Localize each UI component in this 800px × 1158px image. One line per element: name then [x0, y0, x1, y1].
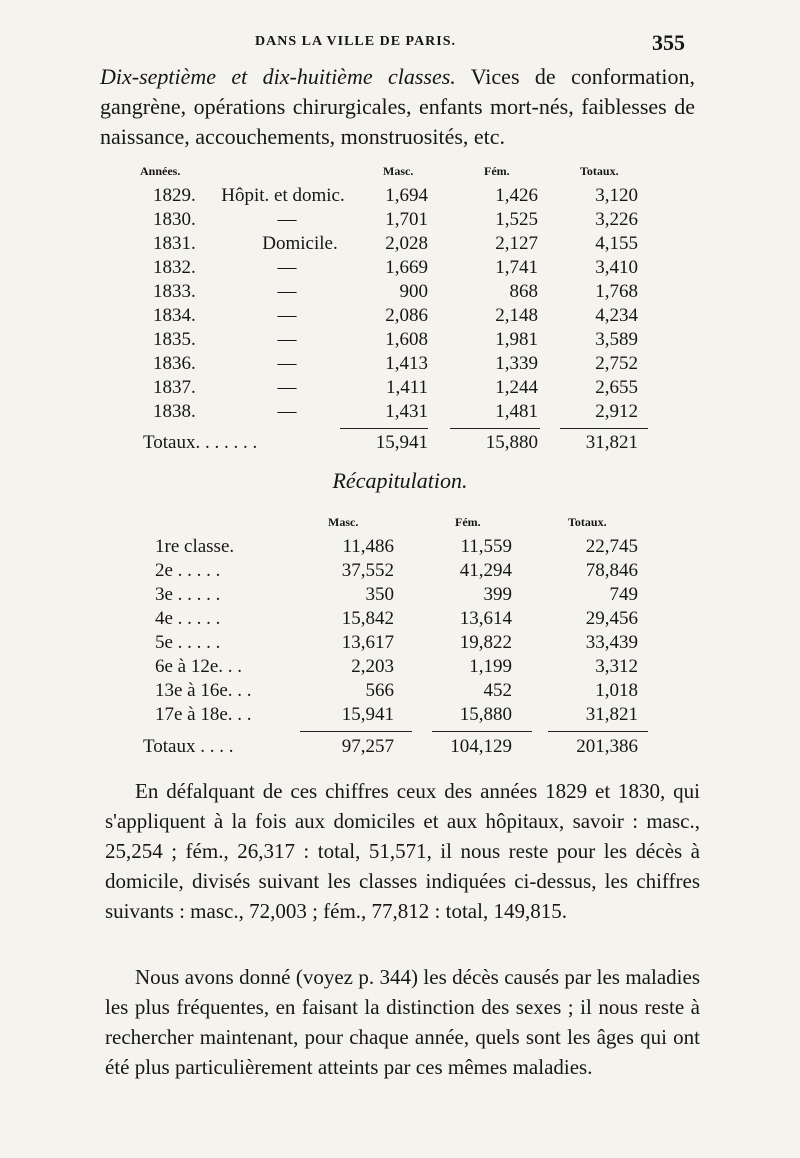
masc-cell: 1,413 — [385, 353, 428, 374]
fem-cell: 19,822 — [459, 632, 512, 653]
year-cell: 1833. — [153, 281, 196, 302]
section-description: Vices de conformation, gangrène, opérations chirurgicales, enfants mort-nés, faiblesses de naissance, accouchements, monstruosités, etc. — [100, 64, 695, 149]
fem-cell: 1,481 — [495, 401, 538, 422]
fem-cell: 1,244 — [495, 377, 538, 398]
total-cell: 29,456 — [585, 608, 638, 629]
recap-totals-masc: 97,257 — [341, 736, 394, 757]
recap-rule-total — [548, 731, 648, 732]
masc-cell: 2,028 — [385, 233, 428, 254]
class-label-cell: 13e à 16e. . . — [155, 680, 252, 701]
fem-cell: 399 — [483, 584, 512, 605]
masc-cell: 15,941 — [341, 704, 394, 725]
paragraph-2: Nous avons donné (voyez p. 344) les décès causés par les maladies les plus fréquentes, en faisant la distinction des sexes ; il nous reste à rechercher maintenant, pour chaque année, quels sont les âges qui ont été plus particulièrement atteints par ces mêmes maladies. — [105, 965, 700, 1079]
totals-label: Totaux. . . . . . . — [143, 432, 258, 453]
recap-header-fem: Fém. — [455, 515, 481, 529]
total-cell: 4,155 — [595, 233, 638, 254]
total-cell: 3,312 — [595, 656, 638, 677]
header-fem: Fém. — [484, 164, 510, 178]
total-cell: 78,846 — [585, 560, 638, 581]
place-cell: — — [277, 209, 297, 230]
total-cell: 33,439 — [585, 632, 638, 653]
header-totals: Totaux. — [580, 164, 619, 178]
fem-cell: 11,559 — [460, 536, 512, 557]
fem-cell: 1,981 — [495, 329, 538, 350]
section-heading: Dix-septième et dix-huitième classes. — [100, 64, 456, 89]
page-number: 355 — [652, 30, 685, 55]
masc-cell: 350 — [365, 584, 394, 605]
class-label-cell: 3e . . . . . — [155, 584, 221, 605]
recap-rule-fem — [432, 731, 532, 732]
fem-cell: 868 — [509, 281, 538, 302]
totals-total: 31,821 — [585, 432, 638, 453]
total-cell: 31,821 — [585, 704, 638, 725]
place-cell: — — [277, 281, 297, 302]
place-cell: — — [277, 401, 297, 422]
fem-cell: 1,525 — [495, 209, 538, 230]
total-cell: 22,745 — [585, 536, 638, 557]
masc-cell: 1,694 — [385, 185, 428, 206]
masc-cell: 15,842 — [341, 608, 394, 629]
total-cell: 2,752 — [595, 353, 638, 374]
recap-totals-fem: 104,129 — [450, 736, 512, 757]
masc-cell: 1,411 — [385, 377, 428, 398]
masc-cell: 566 — [365, 680, 394, 701]
place-cell: Hôpit. et domic. — [221, 185, 345, 206]
total-cell: 1,018 — [595, 680, 638, 701]
masc-cell: 1,669 — [385, 257, 428, 278]
recap-totals-label: Totaux . . . . — [143, 736, 234, 757]
header-years: Années. — [140, 164, 181, 178]
masc-cell: 2,086 — [385, 305, 428, 326]
total-cell: 3,226 — [595, 209, 638, 230]
masc-cell: 37,552 — [341, 560, 394, 581]
total-cell: 2,655 — [595, 377, 638, 398]
masc-cell: 1,608 — [385, 329, 428, 350]
class-label-cell: 6e à 12e. . . — [155, 656, 243, 677]
masc-cell: 2,203 — [351, 656, 394, 677]
place-cell: — — [277, 257, 297, 278]
year-cell: 1831. — [153, 233, 196, 254]
class-label-cell: 17e à 18e. . . — [155, 704, 252, 725]
masc-cell: 1,701 — [385, 209, 428, 230]
masc-cell: 13,617 — [341, 632, 394, 653]
total-cell: 749 — [609, 584, 638, 605]
header-masc: Masc. — [383, 164, 414, 178]
total-cell: 1,768 — [595, 281, 638, 302]
place-cell: — — [277, 329, 297, 350]
place-cell: — — [277, 305, 297, 326]
total-cell: 3,120 — [595, 185, 638, 206]
fem-cell: 452 — [483, 680, 512, 701]
recap-title: Récapitulation. — [332, 468, 468, 493]
recap-totals-total: 201,386 — [576, 736, 638, 757]
fem-cell: 1,199 — [469, 656, 512, 677]
recap-header-masc: Masc. — [328, 515, 359, 529]
year-cell: 1832. — [153, 257, 196, 278]
fem-cell: 2,148 — [495, 305, 538, 326]
running-title: DANS LA VILLE DE PARIS. — [255, 34, 457, 49]
total-cell: 3,589 — [595, 329, 638, 350]
year-cell: 1829. — [153, 185, 196, 206]
fem-cell: 1,426 — [495, 185, 538, 206]
total-cell: 4,234 — [595, 305, 638, 326]
year-cell: 1830. — [153, 209, 196, 230]
place-cell: — — [277, 353, 297, 374]
recap-header-totals: Totaux. — [568, 515, 607, 529]
year-cell: 1834. — [153, 305, 196, 326]
masc-cell: 11,486 — [342, 536, 394, 557]
fem-cell: 2,127 — [495, 233, 538, 254]
fem-cell: 13,614 — [459, 608, 512, 629]
class-label-cell: 1re classe. — [155, 536, 235, 557]
fem-cell: 41,294 — [459, 560, 512, 581]
total-cell: 3,410 — [595, 257, 638, 278]
recap-rule-masc — [300, 731, 412, 732]
year-cell: 1838. — [153, 401, 196, 422]
totals-masc: 15,941 — [375, 432, 428, 453]
fem-cell: 1,741 — [495, 257, 538, 278]
paragraph-1: En défalquant de ces chiffres ceux des années 1829 et 1830, qui s'appliquent à la fois aux domiciles et aux hôpitaux, savoir : masc., 25,254 ; fém., 26,317 : total, 51,571, il nous reste pour les décès à domicile, divisés suivant les classes indiquées ci-dessus, les chiffres suivants : masc., 72,003 ; fém., 77,812 : total, 149,815. — [105, 779, 700, 923]
class-label-cell: 4e . . . . . — [155, 608, 221, 629]
masc-cell: 900 — [399, 281, 428, 302]
class-label-cell: 2e . . . . . — [155, 560, 221, 581]
year-cell: 1835. — [153, 329, 196, 350]
total-cell: 2,912 — [595, 401, 638, 422]
totals-fem: 15,880 — [485, 432, 538, 453]
year-cell: 1836. — [153, 353, 196, 374]
class-label-cell: 5e . . . . . — [155, 632, 221, 653]
masc-cell: 1,431 — [385, 401, 428, 422]
place-cell: — — [277, 377, 297, 398]
year-cell: 1837. — [153, 377, 196, 398]
place-cell: Domicile. — [262, 233, 338, 254]
fem-cell: 1,339 — [495, 353, 538, 374]
fem-cell: 15,880 — [459, 704, 512, 725]
